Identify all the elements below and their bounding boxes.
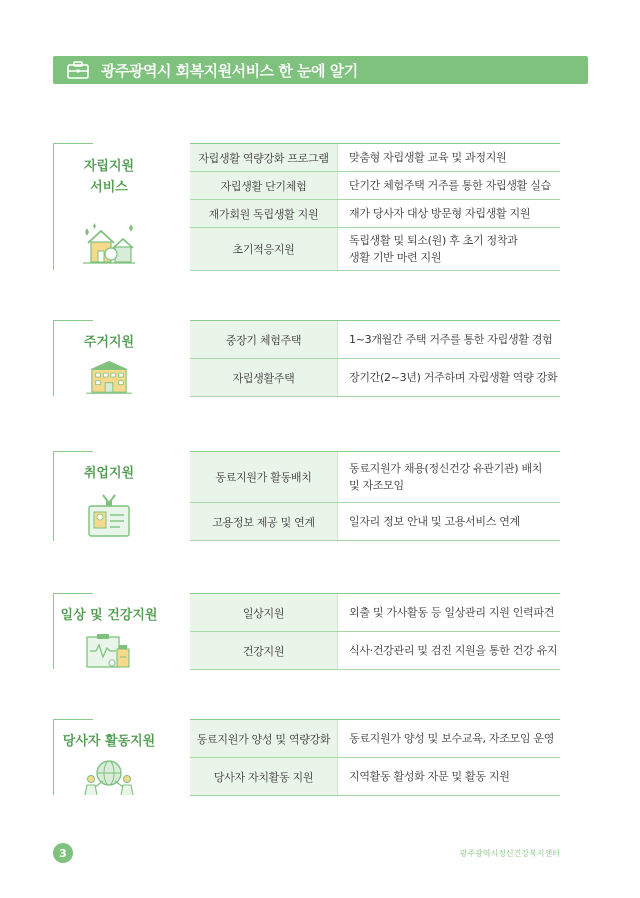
label-column — [53, 593, 174, 669]
health-icon — [79, 633, 139, 669]
table-row — [190, 321, 560, 359]
services-table — [190, 320, 560, 397]
service-name: 자립생활주택 — [190, 359, 337, 396]
service-name: 중장기 체험주택 — [190, 321, 337, 358]
id-card-icon — [79, 493, 139, 539]
section-daily-health — [53, 593, 563, 669]
service-name: 건강지원 — [190, 632, 337, 669]
service-desc: 식사·건강관리 및 검진 지원을 통한 건강 유지 — [337, 632, 560, 669]
section-label: 일상 및 건강지원 — [60, 608, 158, 623]
label-column — [53, 320, 174, 396]
service-desc: 재가 당사자 대상 방문형 자립생활 지원 — [337, 200, 560, 227]
table-row — [190, 632, 560, 670]
service-desc: 지역활동 활성화 자문 및 활동 지원 — [337, 758, 560, 795]
table-row — [190, 144, 560, 172]
house-icon — [79, 218, 139, 268]
section-label: 주거지원 — [83, 335, 135, 350]
service-name: 동료지원가 활동배치 — [190, 452, 337, 502]
table-row — [190, 452, 560, 503]
label-column — [53, 143, 174, 270]
section-label: 취업지원 — [83, 466, 135, 481]
service-name: 동료지원가 양성 및 역량강화 — [190, 720, 337, 757]
page-number: 3 — [53, 843, 73, 863]
service-desc: 동료지원가 양성 및 보수교육, 자조모임 운영 — [337, 720, 560, 757]
table-row — [190, 758, 560, 796]
section-independence — [53, 143, 563, 270]
people-globe-icon — [79, 757, 139, 797]
services-table — [190, 719, 560, 796]
banner-title: 광주광역시 회복지원서비스 한 눈에 알기 — [101, 61, 358, 80]
service-desc: 장기간(2~3년) 거주하며 자립생활 역량 강화 — [337, 359, 560, 396]
table-row — [190, 172, 560, 200]
section-label: 자립지원 서비스 — [83, 159, 135, 195]
service-name: 초기적응지원 — [190, 228, 337, 270]
table-row — [190, 228, 560, 271]
label-column — [53, 719, 174, 795]
service-desc: 맞춤형 자립생활 교육 및 과정지원 — [337, 144, 560, 171]
footer-org-name: 광주광역시정신건강복지센터 — [459, 849, 560, 858]
section-banner — [53, 56, 588, 84]
service-name: 자립생활 역량강화 프로그램 — [190, 144, 337, 171]
service-desc: 외출 및 가사활동 등 일상관리 지원 인력파견 — [337, 594, 560, 631]
service-name: 자립생활 단기체험 — [190, 172, 337, 199]
table-row — [190, 594, 560, 632]
service-name: 당사자 자치활동 지원 — [190, 758, 337, 795]
service-name: 일상지원 — [190, 594, 337, 631]
services-table — [190, 593, 560, 670]
section-label: 당사자 활동지원 — [62, 734, 156, 749]
services-table — [190, 451, 560, 541]
service-desc: 동료지원가 채용(정신건강 유관기관) 배치 및 자조모임 — [337, 452, 560, 502]
section-employment — [53, 451, 563, 541]
service-desc: 일자리 정보 안내 및 고용서비스 연계 — [337, 503, 560, 540]
briefcase-icon — [65, 59, 91, 81]
section-peer-activity — [53, 719, 563, 795]
services-table — [190, 143, 560, 271]
table-row — [190, 503, 560, 541]
table-row — [190, 359, 560, 397]
service-desc: 독립생활 및 퇴소(원) 후 초기 정착과 생활 기반 마련 지원 — [337, 228, 560, 270]
service-name: 재가회원 독립생활 지원 — [190, 200, 337, 227]
label-column — [53, 451, 174, 541]
service-desc: 1~3개월간 주택 거주를 통한 자립생활 경험 — [337, 321, 560, 358]
table-row — [190, 720, 560, 758]
service-desc: 단기간 체험주택 거주를 통한 자립생활 실습 — [337, 172, 560, 199]
table-row — [190, 200, 560, 228]
building-icon — [79, 358, 139, 396]
service-name: 고용정보 제공 및 연계 — [190, 503, 337, 540]
section-housing — [53, 320, 563, 396]
